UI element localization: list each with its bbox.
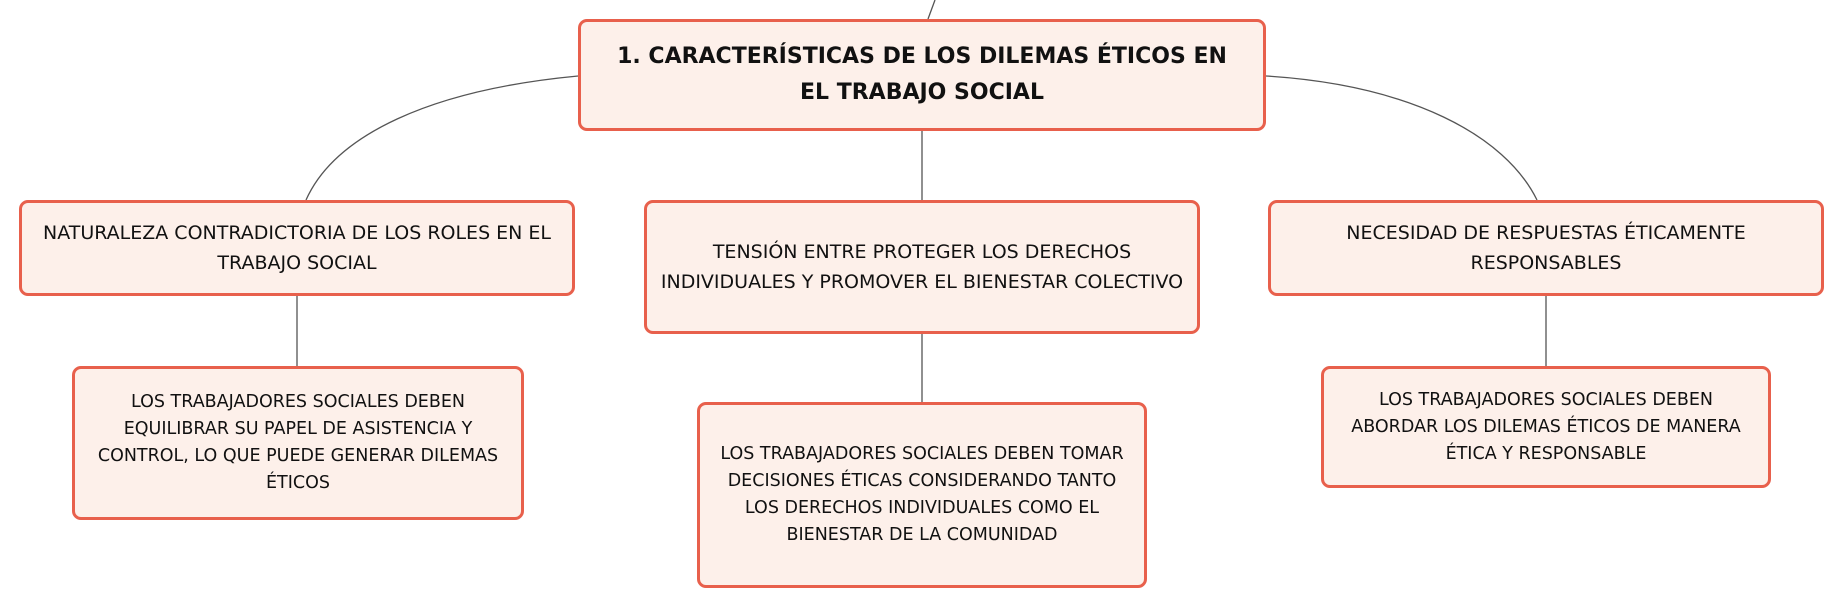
branch-node-roles-label: NATURALEZA CONTRADICTORIA DE LOS ROLES EN EL TRABAJO SOCIAL [42, 222, 552, 274]
connector-root-to-left-branch [306, 76, 578, 200]
branch-node-rights-tension-label: TENSIÓN ENTRE PROTEGER LOS DERECHOS INDIVIDUALES Y PROMOVER EL BIENESTAR COLECTIVO [660, 241, 1184, 293]
detail-node-roles-text: LOS TRABAJADORES SOCIALES DEBEN EQUILIBRAR SU PAPEL DE ASISTENCIA Y CONTROL, LO QUE PUEDE GENERAR DILEMAS ÉTICOS [97, 392, 499, 493]
detail-node-roles[interactable] [72, 366, 524, 520]
detail-node-responsible-responses-text: LOS TRABAJADORES SOCIALES DEBEN ABORDAR LOS DILEMAS ÉTICOS DE MANERA ÉTICA Y RESPONSABLE [1351, 389, 1741, 464]
connector-root-to-right-branch [1266, 76, 1537, 200]
branch-node-responsible-responses[interactable] [1268, 200, 1824, 296]
branch-node-responsible-responses-label: NECESIDAD DE RESPUESTAS ÉTICAMENTE RESPONSABLES [1346, 222, 1746, 274]
branch-node-roles[interactable] [19, 200, 575, 296]
detail-node-responsible-responses[interactable] [1321, 366, 1771, 488]
detail-node-rights-tension[interactable] [697, 402, 1147, 588]
root-node-title: 1. CARACTERÍSTICAS DE LOS DILEMAS ÉTICOS EN EL TRABAJO SOCIAL [617, 44, 1227, 105]
detail-node-rights-tension-text: LOS TRABAJADORES SOCIALES DEBEN TOMAR DECISIONES ÉTICAS CONSIDERANDO TANTO LOS DERECHOS INDIVIDUALES COMO EL BIENESTAR DE LA COMUNIDAD [720, 444, 1124, 545]
branch-node-rights-tension[interactable] [644, 200, 1200, 334]
connector-parent-to-root [928, 0, 935, 19]
root-node[interactable] [578, 19, 1266, 131]
